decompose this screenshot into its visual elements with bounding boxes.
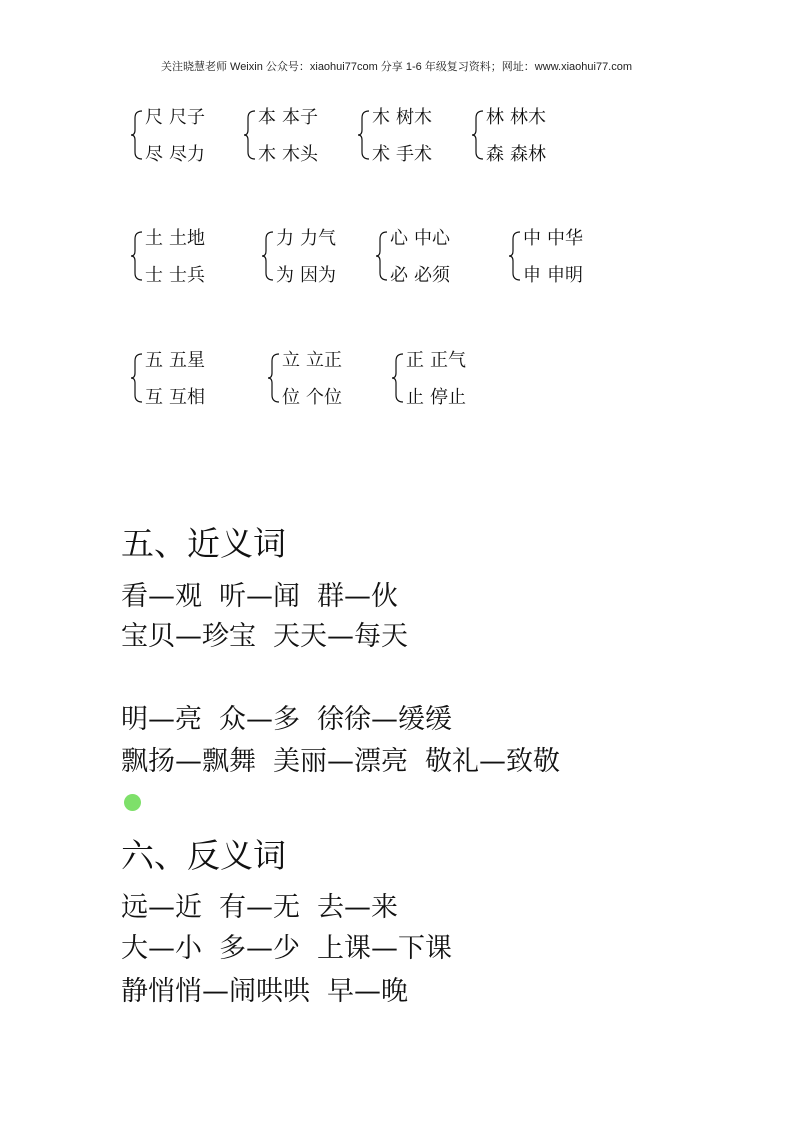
brace-icon — [268, 353, 280, 403]
antonym-pair: 有—无 — [219, 892, 300, 923]
synonym-pair: 天天—每天 — [273, 621, 408, 652]
char-a: 尺 — [145, 107, 163, 128]
synonym-line — [121, 703, 469, 737]
word-a: 林木 — [510, 107, 546, 128]
brace-icon — [509, 231, 521, 281]
char-b: 木 — [258, 144, 276, 165]
synonym-pair: 美丽—漂亮 — [273, 746, 408, 777]
char-b: 为 — [276, 265, 294, 286]
word-a: 正气 — [430, 350, 466, 371]
brace-icon — [376, 231, 388, 281]
synonym-pair: 群—伙 — [317, 581, 398, 612]
word-a: 树木 — [396, 107, 432, 128]
word-b: 森林 — [510, 144, 546, 165]
antonym-pair: 上课—下课 — [317, 933, 452, 964]
brace-icon — [131, 353, 143, 403]
word-b: 申明 — [547, 265, 583, 286]
brace-icon — [244, 110, 256, 160]
char-b: 尽 — [145, 144, 163, 165]
char-b: 互 — [145, 387, 163, 408]
synonym-line — [121, 580, 415, 614]
char-a: 本 — [258, 107, 276, 128]
char-a: 力 — [276, 228, 294, 249]
synonym-pair: 听—闻 — [219, 581, 300, 612]
brace-icon — [131, 231, 143, 281]
word-b: 木头 — [282, 144, 318, 165]
synonyms-title: 五、近义词 — [121, 524, 286, 563]
word-a: 立正 — [306, 350, 342, 371]
char-a: 土 — [145, 228, 163, 249]
word-a: 土地 — [169, 228, 205, 249]
antonym-pair: 早—晚 — [327, 976, 408, 1007]
char-b: 位 — [282, 387, 300, 408]
char-b: 必 — [390, 265, 408, 286]
word-b: 停止 — [430, 387, 466, 408]
char-b: 申 — [523, 265, 541, 286]
antonym-line — [121, 932, 469, 966]
synonym-pair: 飘扬—飘舞 — [121, 746, 256, 777]
brace-icon — [392, 353, 404, 403]
synonym-line — [121, 620, 425, 654]
word-b: 士兵 — [169, 265, 205, 286]
char-a: 林 — [486, 107, 504, 128]
word-b: 互相 — [169, 387, 205, 408]
word-a: 中华 — [547, 228, 583, 249]
antonym-pair: 远—近 — [121, 892, 202, 923]
brace-icon — [472, 110, 484, 160]
synonym-pair: 宝贝—珍宝 — [121, 621, 256, 652]
antonym-line — [121, 975, 425, 1009]
synonym-pair: 看—观 — [121, 581, 202, 612]
synonym-pair: 徐徐—缓缓 — [317, 704, 452, 735]
word-b: 因为 — [300, 265, 336, 286]
char-a: 木 — [372, 107, 390, 128]
word-a: 尺子 — [169, 107, 205, 128]
char-b: 士 — [145, 265, 163, 286]
word-a: 五星 — [169, 350, 205, 371]
antonyms-title: 六、反义词 — [121, 836, 286, 875]
synonym-pair: 敬礼—致敬 — [425, 746, 560, 777]
char-b: 止 — [406, 387, 424, 408]
char-a: 立 — [282, 350, 300, 371]
brace-icon — [262, 231, 274, 281]
synonym-pair: 众—多 — [219, 704, 300, 735]
word-b: 个位 — [306, 387, 342, 408]
synonym-line — [121, 745, 577, 779]
brace-icon — [131, 110, 143, 160]
char-a: 五 — [145, 350, 163, 371]
antonym-pair: 大—小 — [121, 933, 202, 964]
word-a: 本子 — [282, 107, 318, 128]
synonym-pair: 明—亮 — [121, 704, 202, 735]
brace-icon — [358, 110, 370, 160]
char-a: 正 — [406, 350, 424, 371]
word-a: 力气 — [300, 228, 336, 249]
char-b: 术 — [372, 144, 390, 165]
green-dot-icon — [124, 794, 141, 811]
word-a: 中心 — [414, 228, 450, 249]
char-b: 森 — [486, 144, 504, 165]
char-a: 中 — [523, 228, 541, 249]
char-a: 心 — [390, 228, 408, 249]
antonym-line — [121, 891, 415, 925]
antonym-pair: 静悄悄—闹哄哄 — [121, 976, 310, 1007]
antonym-pair: 多—少 — [219, 933, 300, 964]
word-b: 手术 — [396, 144, 432, 165]
word-b: 必须 — [414, 265, 450, 286]
page-header: 关注晓慧老师 Weixin 公众号：xiaohui77com 分享 1-6 年级复习资料；网址：www.xiaohui77.com — [160, 61, 633, 73]
word-b: 尽力 — [169, 144, 205, 165]
antonym-pair: 去—来 — [317, 892, 398, 923]
